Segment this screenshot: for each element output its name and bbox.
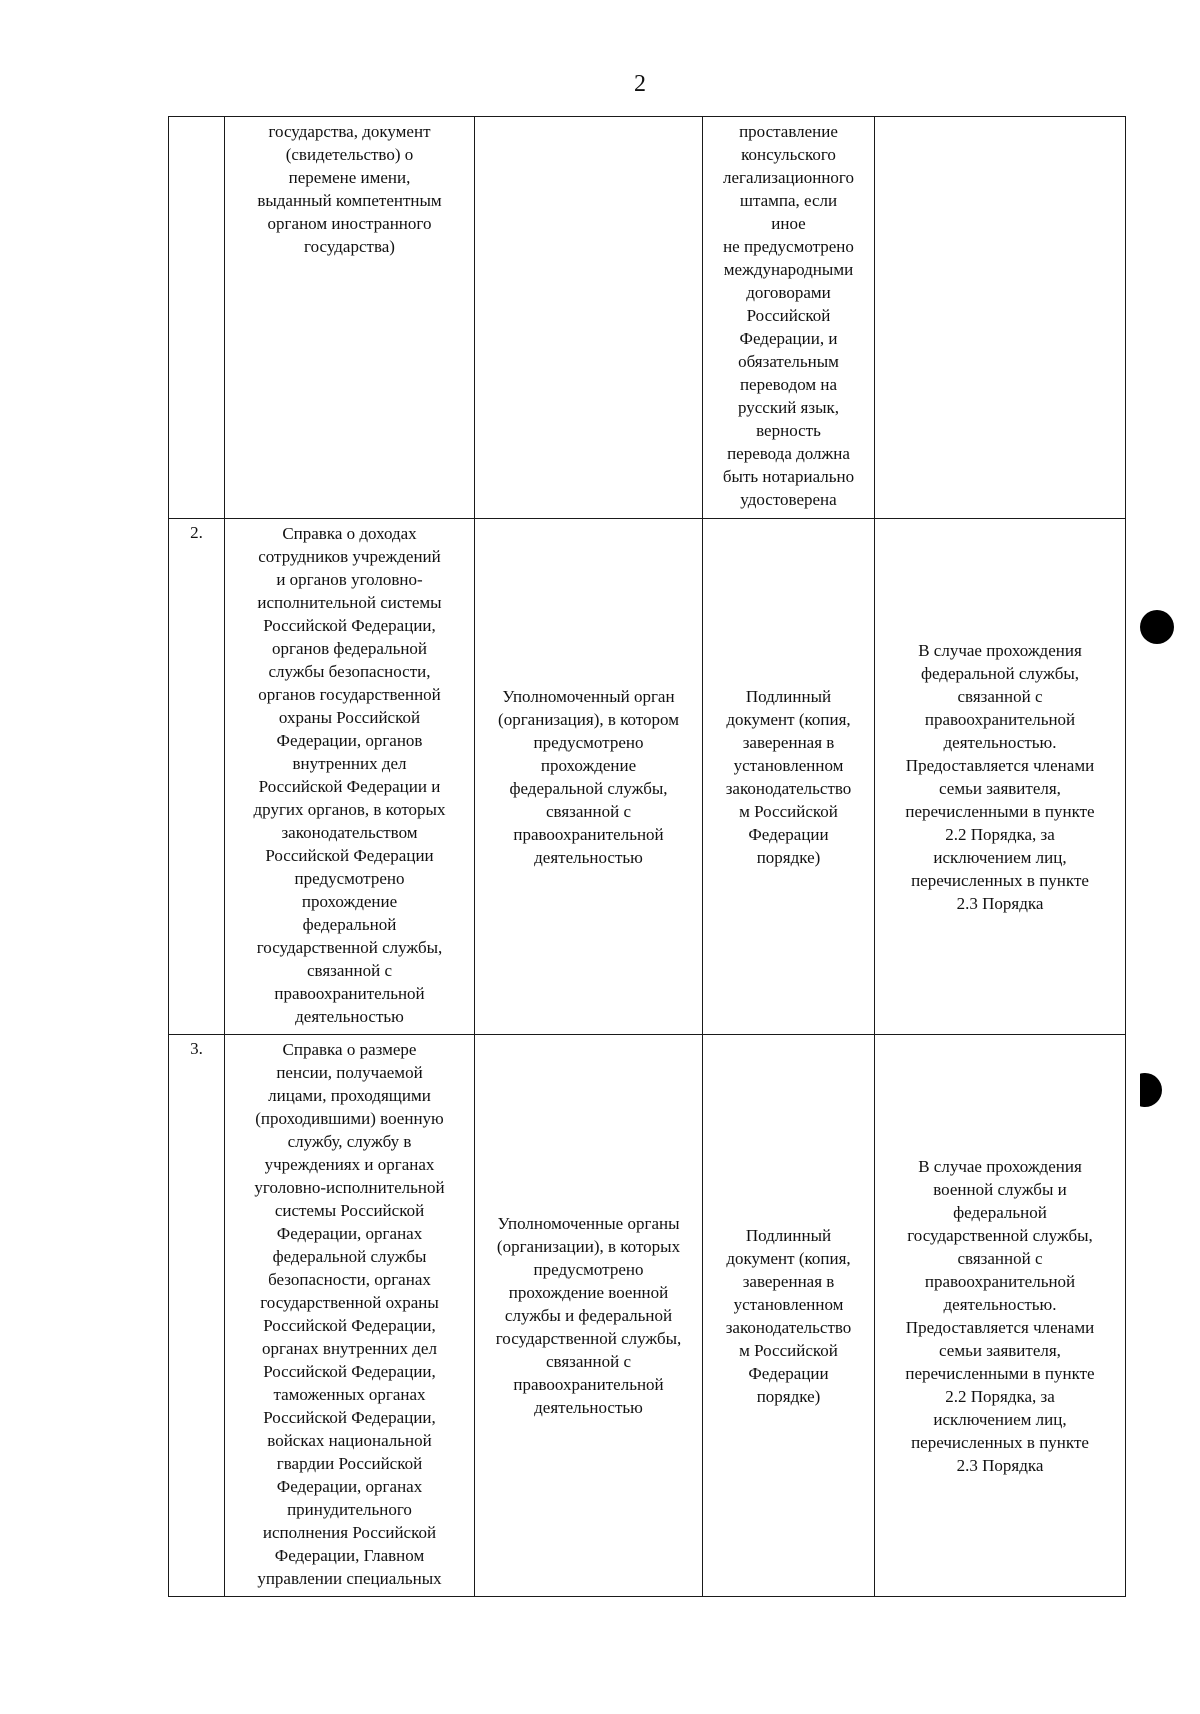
note-cell: В случае прохождения федеральной службы, связанной с правоохранительной деятельностью. Предоставляется членами семьи заявителя, перечисленными в пункте 2.2 Порядка, за исключением лиц, перечисленных в пункте 2.3 Порядка bbox=[875, 519, 1126, 1035]
documents-table bbox=[168, 116, 1126, 1597]
document-name-cell: Справка о размере пенсии, получаемой лицами, проходящими (проходившими) военную службу, службу в учреждениях и органах уголовно-исполнительной системы Российской Федерации, органах федеральной службы безопасности, органах государственной охраны Российской Федерации, органах внутренних дел Российской Федерации, таможенных органах Российской Федерации, войсках национальной гвардии Российской Федерации, органах принудительного исполнения Российской Федерации, Главном управлении специальных bbox=[225, 1035, 475, 1597]
row-number-cell: 2. bbox=[169, 519, 225, 1035]
row-number-cell bbox=[169, 117, 225, 519]
document-form-cell: Подлинный документ (копия, заверенная в установленном законодательство м Российской Федерации порядке) bbox=[703, 519, 875, 1035]
table-row bbox=[169, 1035, 1126, 1597]
table-row bbox=[169, 519, 1126, 1035]
document-name-cell: государства, документ (свидетельство) о перемене имени, выданный компетентным органом иностранного государства) bbox=[225, 117, 475, 519]
page-number: 2 bbox=[634, 71, 646, 97]
issuer-cell: Уполномоченный орган (организация), в котором предусмотрено прохождение федеральной службы, связанной с правоохранительной деятельностью bbox=[475, 519, 703, 1035]
note-cell bbox=[875, 117, 1126, 519]
punch-hole-edge bbox=[1128, 1073, 1140, 1107]
table-row bbox=[169, 117, 1126, 519]
document-form-cell: проставление консульского легализационного штампа, если иное не предусмотрено международными договорами Российской Федерации, и обязательным переводом на русский язык, верность перевода должна быть нотариально удостоверена bbox=[703, 117, 875, 519]
note-cell: В случае прохождения военной службы и федеральной государственной службы, связанной с правоохранительной деятельностью. Предоставляется членами семьи заявителя, перечисленными в пункте 2.2 Порядка, за исключением лиц, перечисленных в пункте 2.3 Порядка bbox=[875, 1035, 1126, 1597]
document-form-cell: Подлинный документ (копия, заверенная в установленном законодательство м Российской Федерации порядке) bbox=[703, 1035, 875, 1597]
issuer-cell bbox=[475, 117, 703, 519]
punch-hole-mark bbox=[1140, 610, 1174, 644]
issuer-cell: Уполномоченные органы (организации), в которых предусмотрено прохождение военной службы и федеральной государственной службы, связанной с правоохранительной деятельностью bbox=[475, 1035, 703, 1597]
row-number-cell: 3. bbox=[169, 1035, 225, 1597]
document-name-cell: Справка о доходах сотрудников учреждений и органов уголовно- исполнительной системы Российской Федерации, органов федеральной службы безопасности, органов государственной охраны Российской Федерации, органов внутренних дел Российской Федерации и других органов, в которых законодательством Российской Федерации предусмотрено прохождение федеральной государственной службы, связанной с правоохранительной деятельностью bbox=[225, 519, 475, 1035]
